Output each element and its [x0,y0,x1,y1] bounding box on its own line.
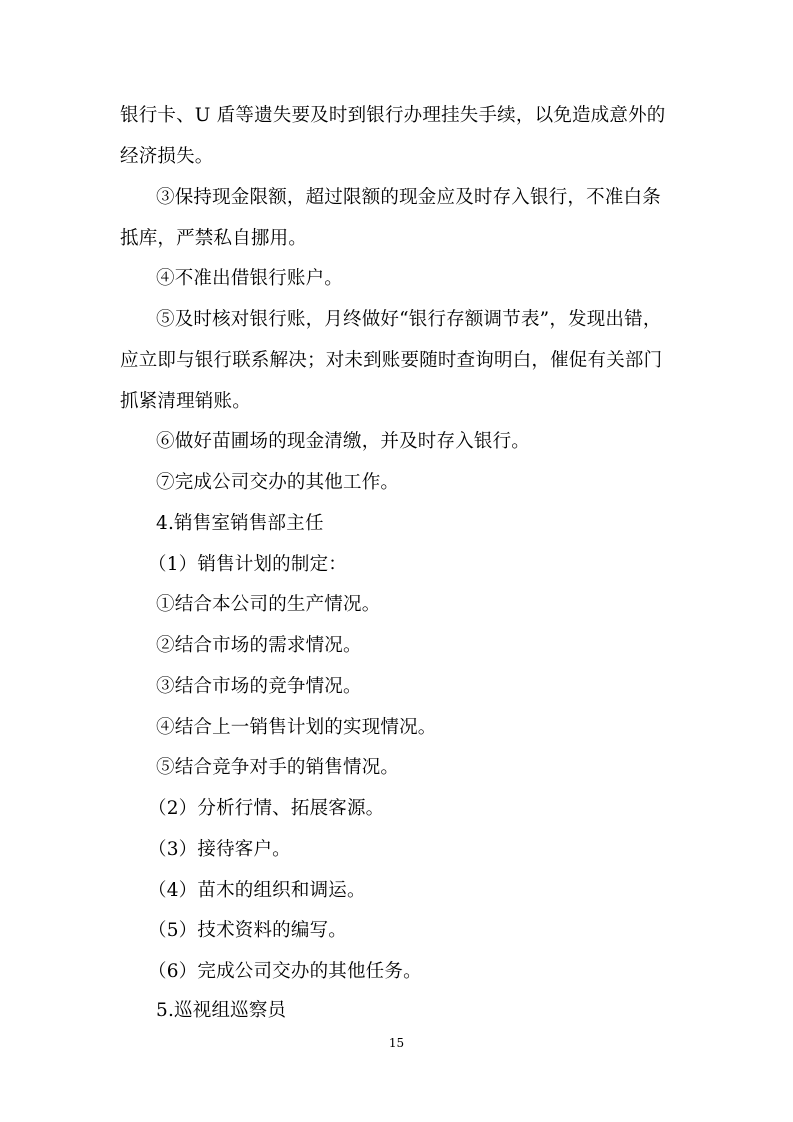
page-number: 15 [388,1036,405,1050]
text-line: ⑥做好苗圃场的现金清缴，并及时存入银行。 [156,431,531,452]
text-line: （2）分析行情、拓展客源。 [148,798,385,819]
text-line: ④不准出借银行账户。 [156,268,344,289]
text-line: （4）苗木的组织和调运。 [148,880,366,901]
text-line: ②结合市场的需求情况。 [156,635,362,656]
text-line: （5）技术资料的编写。 [148,920,347,941]
text-line: ④结合上一销售计划的实现情况。 [156,717,437,738]
text-line: （1）销售计划的制定： [148,554,347,575]
text-line: 经济损失。 [120,146,214,167]
text-line: 银行卡、U 盾等遗失要及时到银行办理挂失手续，以免造成意外的 [120,105,666,126]
text-line: 应立即与银行联系解决；对未到账要随时查询明白，催促有关部门 [120,350,663,371]
text-line: （3）接待客户。 [148,839,291,860]
text-line: ⑤及时核对银行账，月终做好“银行存额调节表”，发现出错， [156,309,662,330]
text-line: （6）完成公司交办的其他任务。 [148,961,422,982]
text-line: 抵库，严禁私自挪用。 [120,228,308,249]
section-heading: 5.巡视组巡察员 [156,1000,287,1021]
text-line: ⑦完成公司交办的其他工作。 [156,472,400,493]
text-line: ③保持现金限额，超过限额的现金应及时存入银行，不准白条 [156,187,661,208]
text-line: ⑤结合竞争对手的销售情况。 [156,757,400,778]
text-line: ③结合市场的竞争情况。 [156,676,362,697]
section-heading: 4.销售室销售部主任 [156,513,324,534]
text-line: ①结合本公司的生产情况。 [156,594,381,615]
text-line: 抓紧清理销账。 [120,391,251,412]
